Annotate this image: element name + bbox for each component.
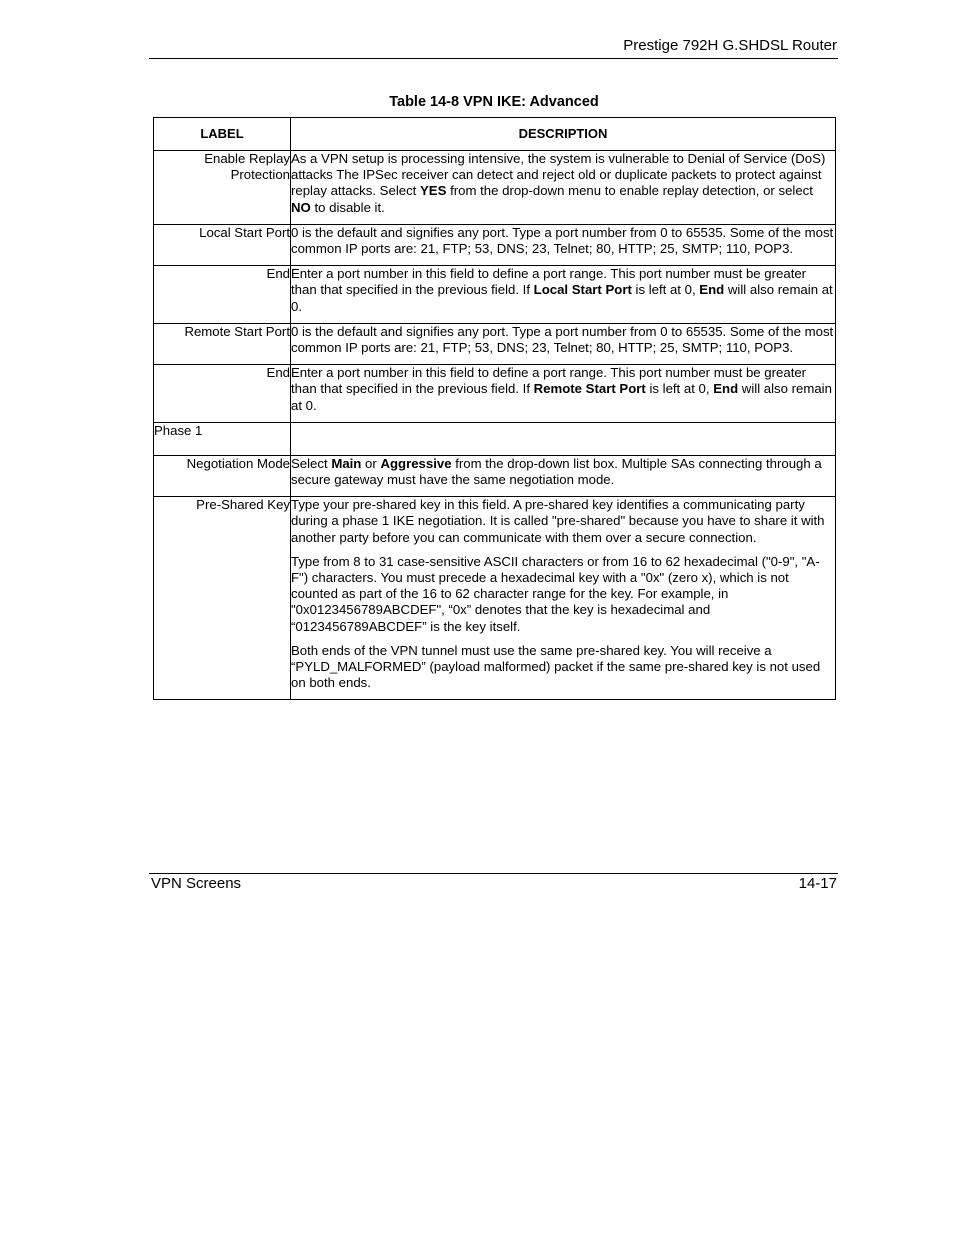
running-header: Prestige 792H G.SHDSL Router — [623, 37, 837, 54]
field-label: Negotiation Mode — [154, 455, 291, 496]
description-text: Enter a port number in this field to define a port range. This port number must be greater than that specified in the previous field. If — [291, 365, 807, 397]
table-row — [154, 365, 836, 423]
field-label: Local Start Port — [154, 224, 291, 265]
description-paragraph — [291, 497, 835, 546]
vpn-ike-advanced-table — [153, 117, 836, 700]
table-caption: Table 14-8 VPN IKE: Advanced — [389, 94, 599, 110]
table-row — [154, 422, 836, 455]
field-description — [291, 224, 836, 265]
description-text: Enter a port number in this field to define a port range. This port number must be greater than that specified in the previous field. If — [291, 266, 807, 298]
field-description — [291, 323, 836, 364]
table-row — [154, 266, 836, 324]
emphasized-term: Remote Start Port — [533, 381, 646, 397]
field-label: Enable Replay Protection — [154, 151, 291, 225]
description-text: to disable it. — [310, 199, 385, 215]
description-text: 0 is the default and signifies any port. Type a port number from 0 to 65535. Some of the most common IP ports are: 21, FTP; 53, DNS; 23, Telnet; 80, HTTP; 25, SMTP; 110, POP3. — [291, 323, 834, 356]
description-paragraph — [291, 225, 835, 257]
table-row — [154, 455, 836, 496]
section-label: Phase 1 — [154, 422, 291, 455]
emphasized-term: Main — [331, 455, 362, 471]
emphasized-term: Aggressive — [380, 455, 452, 471]
emphasized-term: Local Start Port — [533, 282, 632, 298]
description-text: As a VPN setup is processing intensive, the system is vulnerable to Denial of Service (DoS) attacks The IPSec receiver can detect and reject old or duplicate packets to protect against replay attacks. Select — [291, 151, 826, 199]
column-header-description: DESCRIPTION — [291, 118, 836, 151]
description-text: from the drop-down menu to enable replay detection, or select — [446, 183, 813, 199]
description-paragraph — [291, 266, 835, 315]
field-description — [291, 422, 836, 455]
description-text: Both ends of the VPN tunnel must use the same pre-shared key. You will receive a “PYLD_MALFORMED” (payload malformed) packet if the same pre-shared key is not used on both ends. — [291, 642, 821, 691]
column-header-label: LABEL — [154, 118, 291, 151]
field-label: End — [154, 266, 291, 324]
description-paragraph — [291, 324, 835, 356]
table-row — [154, 224, 836, 265]
footer-page-number: 14-17 — [798, 875, 837, 892]
field-label: Pre-Shared Key — [154, 497, 291, 700]
field-label: End — [154, 365, 291, 423]
table-row — [154, 151, 836, 225]
field-description — [291, 497, 836, 700]
emphasized-term: End — [699, 282, 725, 298]
table-row — [154, 497, 836, 700]
field-description — [291, 266, 836, 324]
description-text: Select — [291, 455, 332, 471]
description-text: from the drop-down list box. Multiple SAs connecting through a secure gateway must have the same negotiation mode. — [291, 455, 822, 488]
footer-rule — [149, 873, 838, 874]
table-header-row — [154, 118, 836, 151]
header-rule — [149, 58, 838, 59]
description-text: or — [361, 455, 381, 471]
table-row — [154, 323, 836, 364]
description-paragraph — [291, 456, 835, 488]
description-text: is left at 0, — [631, 282, 700, 298]
description-paragraph — [291, 643, 835, 692]
footer-section-name: VPN Screens — [151, 875, 242, 892]
description-text: 0 is the default and signifies any port. Type a port number from 0 to 65535. Some of the most common IP ports are: 21, FTP; 53, DNS; 23, Telnet; 80, HTTP; 25, SMTP; 110, POP3. — [291, 224, 834, 257]
emphasized-term: NO — [291, 199, 311, 215]
description-text: will also remain at 0. — [291, 282, 833, 314]
description-text: Type from 8 to 31 case-sensitive ASCII characters or from 16 to 62 hexadecimal ("0-9", "A-F") characters. You must precede a hexadecimal key with a "0x" (zero x), which is not counted as part of the 16 to 62 character range for the key. For example, in "0x0123456789ABCDEF", “0x” denotes that the key is hexadecimal and “0123456789ABCDEF” is the key itself. — [291, 553, 820, 634]
field-description — [291, 365, 836, 423]
table-body — [154, 151, 836, 700]
description-text: will also remain at 0. — [291, 381, 832, 413]
field-label: Remote Start Port — [154, 323, 291, 364]
description-paragraph — [291, 151, 835, 216]
description-text: is left at 0, — [645, 381, 714, 397]
field-description — [291, 455, 836, 496]
description-paragraph — [291, 554, 835, 635]
field-description — [291, 151, 836, 225]
description-text: Type your pre-shared key in this field. A pre-shared key identifies a communicating party during a phase 1 IKE negotiation. It is called "pre-shared" because you have to share it with another party before you can communicate with them over a secure connection. — [291, 497, 825, 545]
emphasized-term: End — [713, 381, 739, 397]
description-paragraph — [291, 365, 835, 414]
emphasized-term: YES — [420, 183, 447, 199]
